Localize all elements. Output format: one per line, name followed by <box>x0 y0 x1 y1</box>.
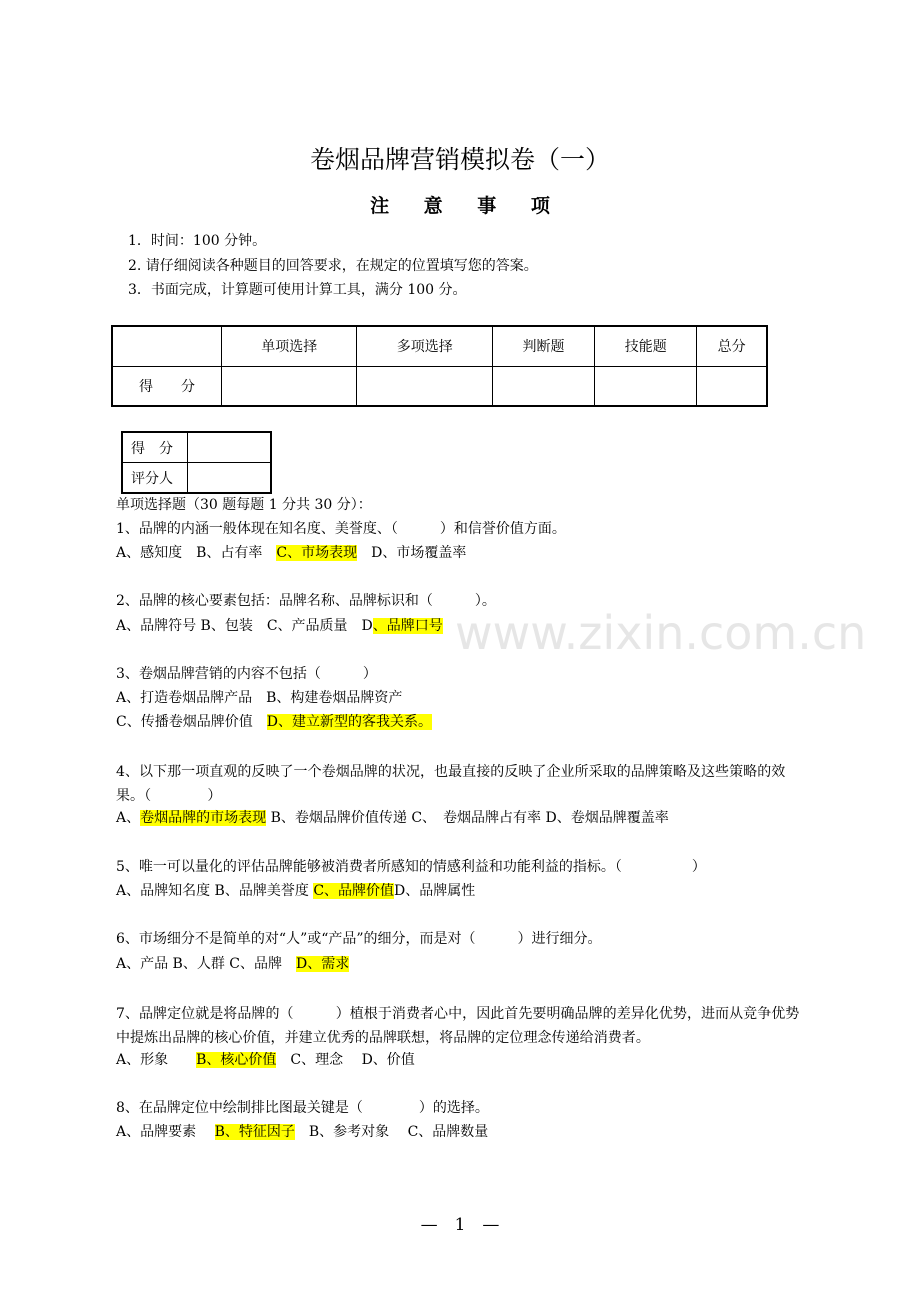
grader-name-label: 评分人 <box>122 463 188 494</box>
score-header-true-false: 判断题 <box>492 326 594 366</box>
score-table-corner <box>112 326 222 366</box>
answer-highlight: C、市场表现 <box>276 545 358 561</box>
exam-title: 卷烟品牌营销模拟卷（一） <box>309 145 610 174</box>
question-options <box>116 543 466 563</box>
score-cell-blank[interactable] <box>697 366 767 406</box>
grader-name-row <box>122 463 271 494</box>
answer-highlight: 卷烟品牌的市场表现 <box>140 810 267 826</box>
option-text: A、形象 <box>116 1052 197 1068</box>
score-table-header-row <box>112 326 767 366</box>
notice-item: 2. 请仔细阅读各种题目的回答要求，在规定的位置填写您的答案。 <box>128 258 538 274</box>
watermark: www.zixin.com.cn <box>455 606 867 660</box>
question-stem: 1、品牌的内涵一般体现在知名度、美誉度、（ ）和信誉价值方面。 <box>116 521 566 537</box>
answer-highlight: C、品牌价值 <box>313 883 395 899</box>
option-text: A、品牌知名度 B、品牌美誉度 <box>116 883 314 899</box>
question-options <box>116 1050 415 1070</box>
page-number: — 1 — <box>420 1215 500 1235</box>
notice-item: 3．书面完成，计算题可使用计算工具，满分 100 分。 <box>128 282 467 298</box>
score-cell-blank[interactable] <box>357 366 492 406</box>
question-options: A、打造卷烟品牌产品 B、构建卷烟品牌资产 <box>116 690 403 706</box>
answer-highlight: B、特征因子 <box>214 1124 295 1140</box>
option-text: A、感知度 B、占有率 <box>116 545 277 561</box>
notice-title: 注 意 事 项 <box>370 195 564 217</box>
score-header-multi-choice: 多项选择 <box>357 326 492 366</box>
grader-name-cell[interactable] <box>188 463 272 494</box>
question-stem: 5、唯一可以量化的评估品牌能够被消费者所感知的情感利益和功能利益的指标。（ ） <box>116 859 706 875</box>
question-options <box>116 616 443 636</box>
option-text: A、产品 B、人群 C、品牌 <box>116 956 297 972</box>
question-stem: 8、在品牌定位中绘制排比图最关键是（ ）的选择。 <box>116 1100 489 1116</box>
question-options <box>116 808 669 828</box>
score-cell-blank[interactable] <box>492 366 594 406</box>
question-stem: 7、品牌定位就是将品牌的（ ）植根于消费者心中，因此首先要明确品牌的差异化优势，进而从竞争优势中提炼出品牌的核心价值，并建立优秀的品牌联想，将品牌的定位理念传递给消费者。 <box>116 1006 800 1046</box>
option-text: C、传播卷烟品牌价值 <box>116 714 267 730</box>
question-stem: 3、卷烟品牌营销的内容不包括（ ） <box>116 666 377 682</box>
score-cell-blank[interactable] <box>222 366 357 406</box>
score-row-label: 得 分 <box>112 366 222 406</box>
question-options <box>116 1122 488 1142</box>
option-text: D、市场覆盖率 <box>357 545 467 561</box>
score-header-total: 总分 <box>697 326 767 366</box>
question-options <box>116 712 432 732</box>
section-title: 单项选择题（30 题每题 1 分共 30 分）： <box>116 497 372 513</box>
question-options <box>116 954 349 974</box>
score-cell-blank[interactable] <box>595 366 697 406</box>
grader-score-row <box>122 432 271 463</box>
question-stem: 6、市场细分不是简单的对“人”或“产品”的细分，而是对（ ）进行细分。 <box>116 931 602 947</box>
option-text: C、理念 D、价值 <box>276 1052 415 1068</box>
score-table <box>111 325 768 407</box>
grader-score-label: 得 分 <box>122 432 188 463</box>
score-table-score-row <box>112 366 767 406</box>
answer-highlight: D、建立新型的客我关系。 <box>266 714 432 730</box>
notice-item: 1．时间：100 分钟。 <box>128 233 267 249</box>
answer-highlight: D、需求 <box>296 956 350 972</box>
answer-highlight: B、核心价值 <box>196 1052 277 1068</box>
option-text: A、 <box>116 810 141 826</box>
option-text: A、品牌符号 B、包装 C、产品质量 D <box>116 618 373 634</box>
score-header-skill: 技能题 <box>595 326 697 366</box>
question-stem: 4、以下那一项直观的反映了一个卷烟品牌的状况，也最直接的反映了企业所采取的品牌策略及这些策略的效果。（ ） <box>116 764 786 804</box>
option-text: B、参考对象 C、品牌数量 <box>294 1124 489 1140</box>
question-stem: 2、品牌的核心要素包括：品牌名称、品牌标识和（ ）。 <box>116 593 496 609</box>
option-text: A、品牌要素 <box>116 1124 215 1140</box>
question-options <box>116 881 475 901</box>
answer-highlight: 、品牌口号 <box>372 618 443 634</box>
grader-score-cell[interactable] <box>188 432 272 463</box>
grader-table <box>121 431 272 494</box>
score-header-single-choice: 单项选择 <box>222 326 357 366</box>
option-text: D、品牌属性 <box>394 883 476 899</box>
option-text: B、卷烟品牌价值传递 C、 卷烟品牌占有率 D、卷烟品牌覆盖率 <box>266 810 669 826</box>
